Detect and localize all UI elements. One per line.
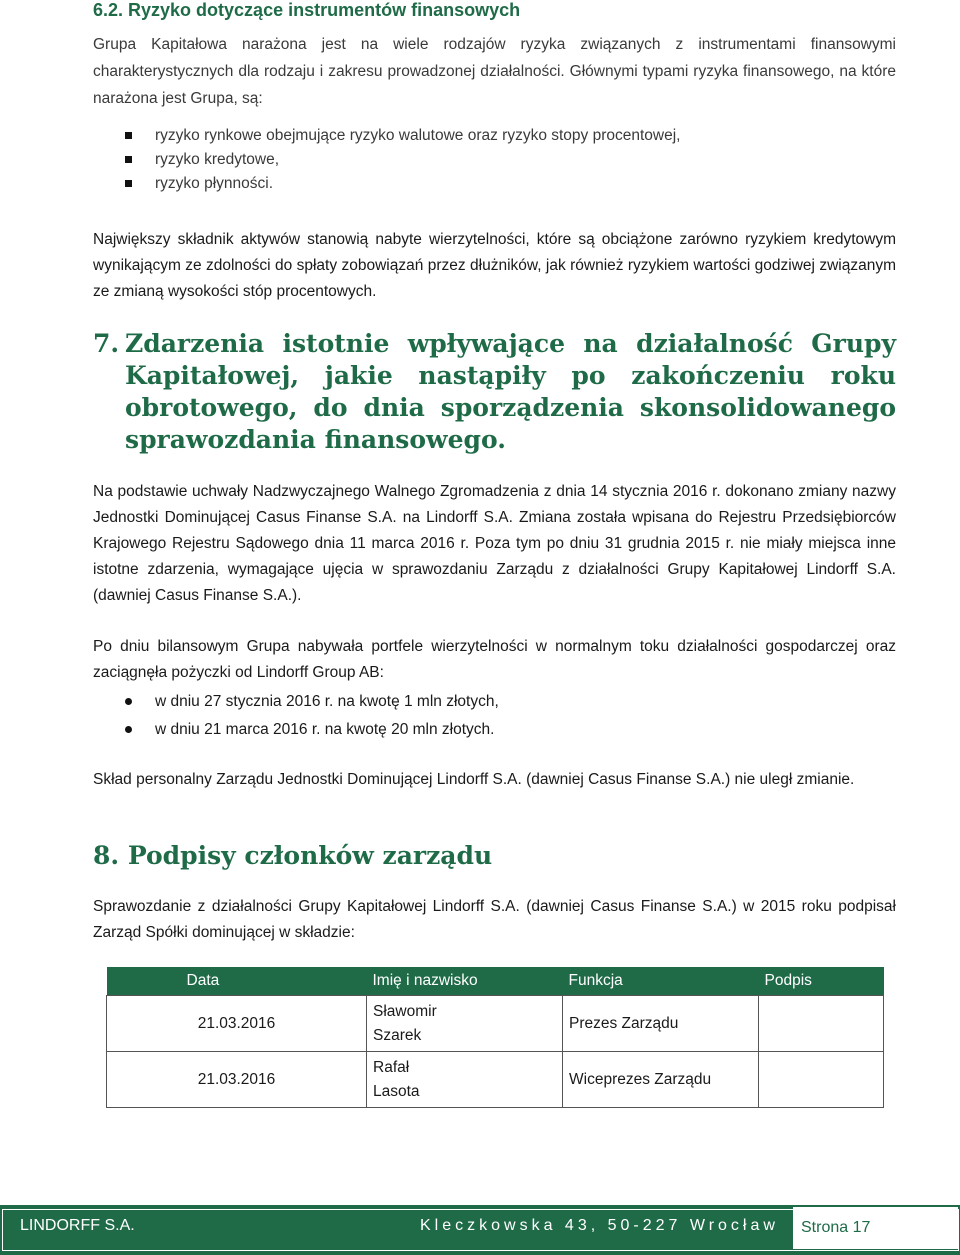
list-item: ryzyko płynności. — [125, 172, 895, 196]
table-header-row — [107, 967, 884, 996]
square-bullet-icon — [125, 156, 132, 163]
column-header: Funkcja — [563, 967, 759, 996]
list-item: ryzyko rynkowe obejmujące ryzyko walutowe oraz ryzyko stopy procentowej, — [125, 124, 895, 148]
loan-list — [125, 688, 895, 744]
section-title: Zdarzenia istotnie wpływające na działalność Grupy Kapitałowej, jakie nastąpiły po zakończeniu roku obrotowego, do dnia sporządzenia skonsolidowanego sprawozdania finansowego. — [125, 329, 896, 454]
column-header: Podpis — [759, 967, 884, 996]
section-7-p3: Skład personalny Zarządu Jednostki Dominującej Lindorff S.A. (dawniej Casus Finanse S.A.) nie uległ zmianie. — [93, 771, 855, 788]
column-header: Data — [107, 967, 367, 996]
footer-page-number: Strona 17 — [793, 1207, 958, 1249]
footer-company: LINDORFF S.A. — [20, 1217, 135, 1234]
section-6-2-intro: Grupa Kapitałowa narażona jest na wiele rodzajów ryzyka związanych z instrumentami finansowymi charakterystycznych dla rodzaju i zakresu prowadzonej działalności. Głównymi typami ryzyka finansowego, na które narażona jest Grupa, są: — [93, 36, 896, 107]
section-number: 7. — [93, 329, 120, 358]
section-8-heading — [93, 840, 492, 872]
section-6-2-heading: 6.2. Ryzyko dotyczące instrumentów finansowych — [93, 0, 521, 20]
cell-role: Wiceprezes Zarządu — [563, 1052, 759, 1108]
list-item: w dniu 21 marca 2016 r. na kwotę 20 mln złotych. — [125, 716, 895, 744]
page-footer — [0, 1205, 960, 1255]
round-bullet-icon — [125, 726, 132, 733]
square-bullet-icon — [125, 180, 132, 187]
cell-name: Rafał Lasota — [367, 1052, 563, 1108]
list-item: w dniu 27 stycznia 2016 r. na kwotę 1 mln złotych, — [125, 688, 895, 716]
section-7-p2: Po dniu bilansowym Grupa nabywała portfele wierzytelności w normalnym toku działalności gospodarczej oraz zaciągnęła pożyczki od Lindorff Group AB: — [93, 638, 896, 681]
footer-address: Kleczkowska 43, 50-227 Wrocław — [420, 1217, 779, 1234]
round-bullet-icon — [125, 698, 132, 705]
cell-date: 21.03.2016 — [107, 1052, 367, 1108]
section-6-2-paragraph: Największy składnik aktywów stanowią nabyte wierzytelności, które są obciążone zarówno ryzykiem kredytowym wynikającym ze zdolności do spłaty zobowiązań przez dłużników, jak również ryzykiem wartości godziwej związanym ze zmianą wysokości stóp procentowych. — [93, 231, 896, 300]
signature-table — [106, 967, 884, 1108]
risk-list — [125, 124, 895, 196]
square-bullet-icon — [125, 132, 132, 139]
cell-role: Prezes Zarządu — [563, 996, 759, 1052]
cell-signature — [759, 1052, 884, 1108]
cell-signature — [759, 996, 884, 1052]
table-row — [107, 1052, 884, 1108]
section-7-p1: Na podstawie uchwały Nadzwyczajnego Walnego Zgromadzenia z dnia 14 stycznia 2016 r. dokonano zmiany nazwy Jednostki Dominującej Casus Finanse S.A. na Lindorff S.A. Zmiana została wpisana do Rejestru Przedsiębiorców Krajowego Rejestru Sądowego dnia 11 marca 2016 r. Poza tym po dniu 31 grudnia 2015 r. nie miały miejsca inne istotne zdarzenia, wymagające ujęcia w sprawozdaniu Zarządu z działalności Grupy Kapitałowej Lindorff S.A. (dawniej Casus Finanse S.A.). — [93, 483, 896, 604]
table-row — [107, 996, 884, 1052]
section-8-intro: Sprawozdanie z działalności Grupy Kapitałowej Lindorff S.A. (dawniej Casus Finanse S.A.) w 2015 roku podpisał Zarząd Spółki dominującej w składzie: — [93, 898, 896, 941]
section-number: 8. — [93, 841, 120, 870]
section-title: Podpisy członków zarządu — [127, 841, 493, 870]
cell-date: 21.03.2016 — [107, 996, 367, 1052]
cell-name: Sławomir Szarek — [367, 996, 563, 1052]
column-header: Imię i nazwisko — [367, 967, 563, 996]
list-item: ryzyko kredytowe, — [125, 148, 895, 172]
